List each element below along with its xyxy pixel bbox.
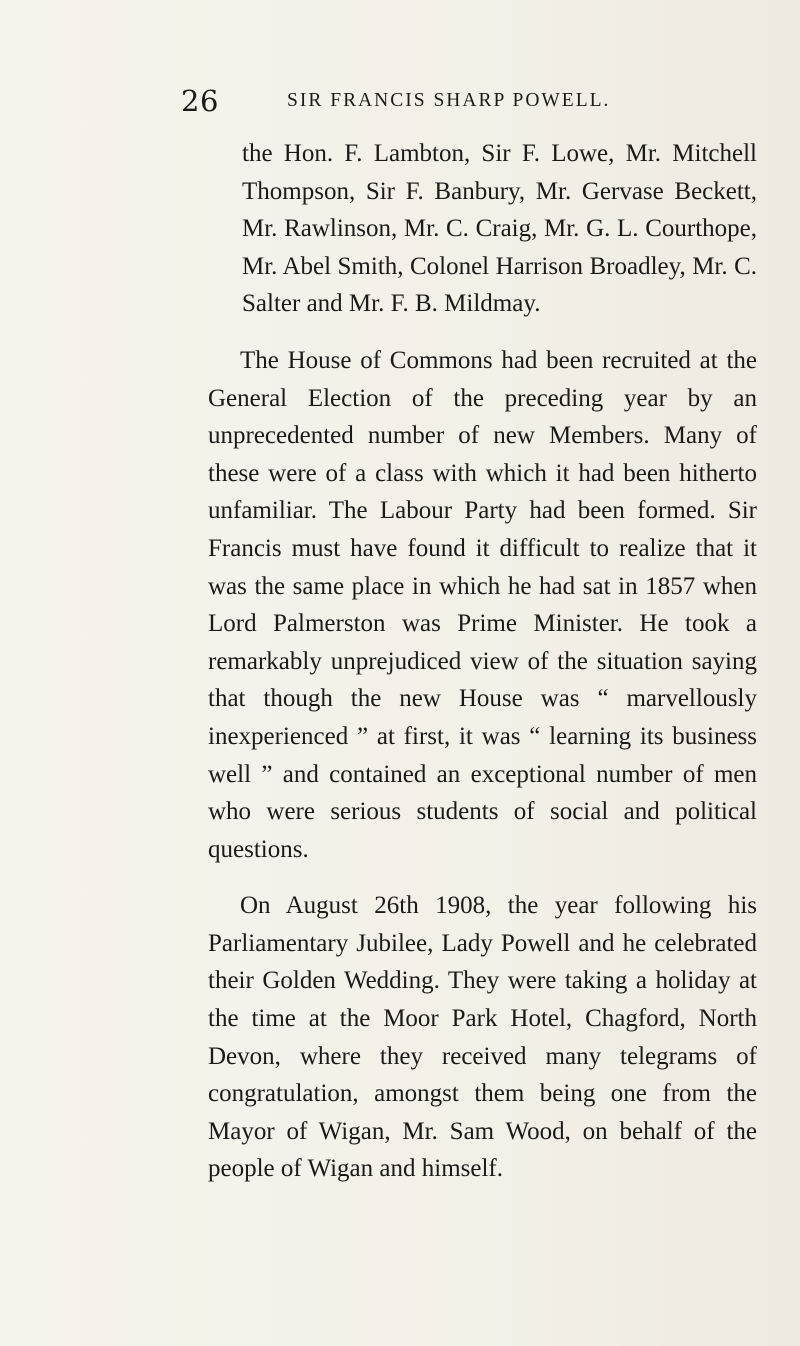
page-number: 26	[181, 84, 219, 118]
running-head: SIR FRANCIS SHARP POWELL.	[287, 90, 611, 111]
page-header	[181, 84, 761, 124]
body-text	[208, 135, 757, 1188]
paragraph-3: On August 26th 1908, the year following his Parliamentary Jubilee, Lady Powell and he celebrated their Golden Wedding. They were taking a holiday at the time at the Moor Park Hotel, Chagford, North Devon, where they received many telegrams of congratulation, amongst them being one from the Mayor of Wigan, Mr. Sam Wood, on behalf of the people of Wigan and himself.	[208, 892, 757, 1183]
paragraph-2: The House of Commons had been recruited at the General Election of the preceding year by an unprecedented number of new Members. Many of these were of a class with which it had been hitherto unfamiliar. The Labour Party had been formed. Sir Francis must have found it difficult to realize that it was the same place in which he had sat in 1857 when Lord Palmerston was Prime Minister. He took a remarkably unprejudiced view of the situation saying that though the new House was “ marvellously inexperienced ” at first, it was “ learning its business well ” and contained an exceptional number of men who were serious students of social and political questions.	[208, 346, 757, 863]
paragraph-1: the Hon. F. Lambton, Sir F. Lowe, Mr. Mitchell Thompson, Sir F. Banbury, Mr. Gervase Beckett, Mr. Rawlinson, Mr. C. Craig, Mr. G. L. Courthope, Mr. Abel Smith, Colonel Harrison Broadley, Mr. C. Salter and Mr. F. B. Mildmay.	[242, 140, 757, 318]
